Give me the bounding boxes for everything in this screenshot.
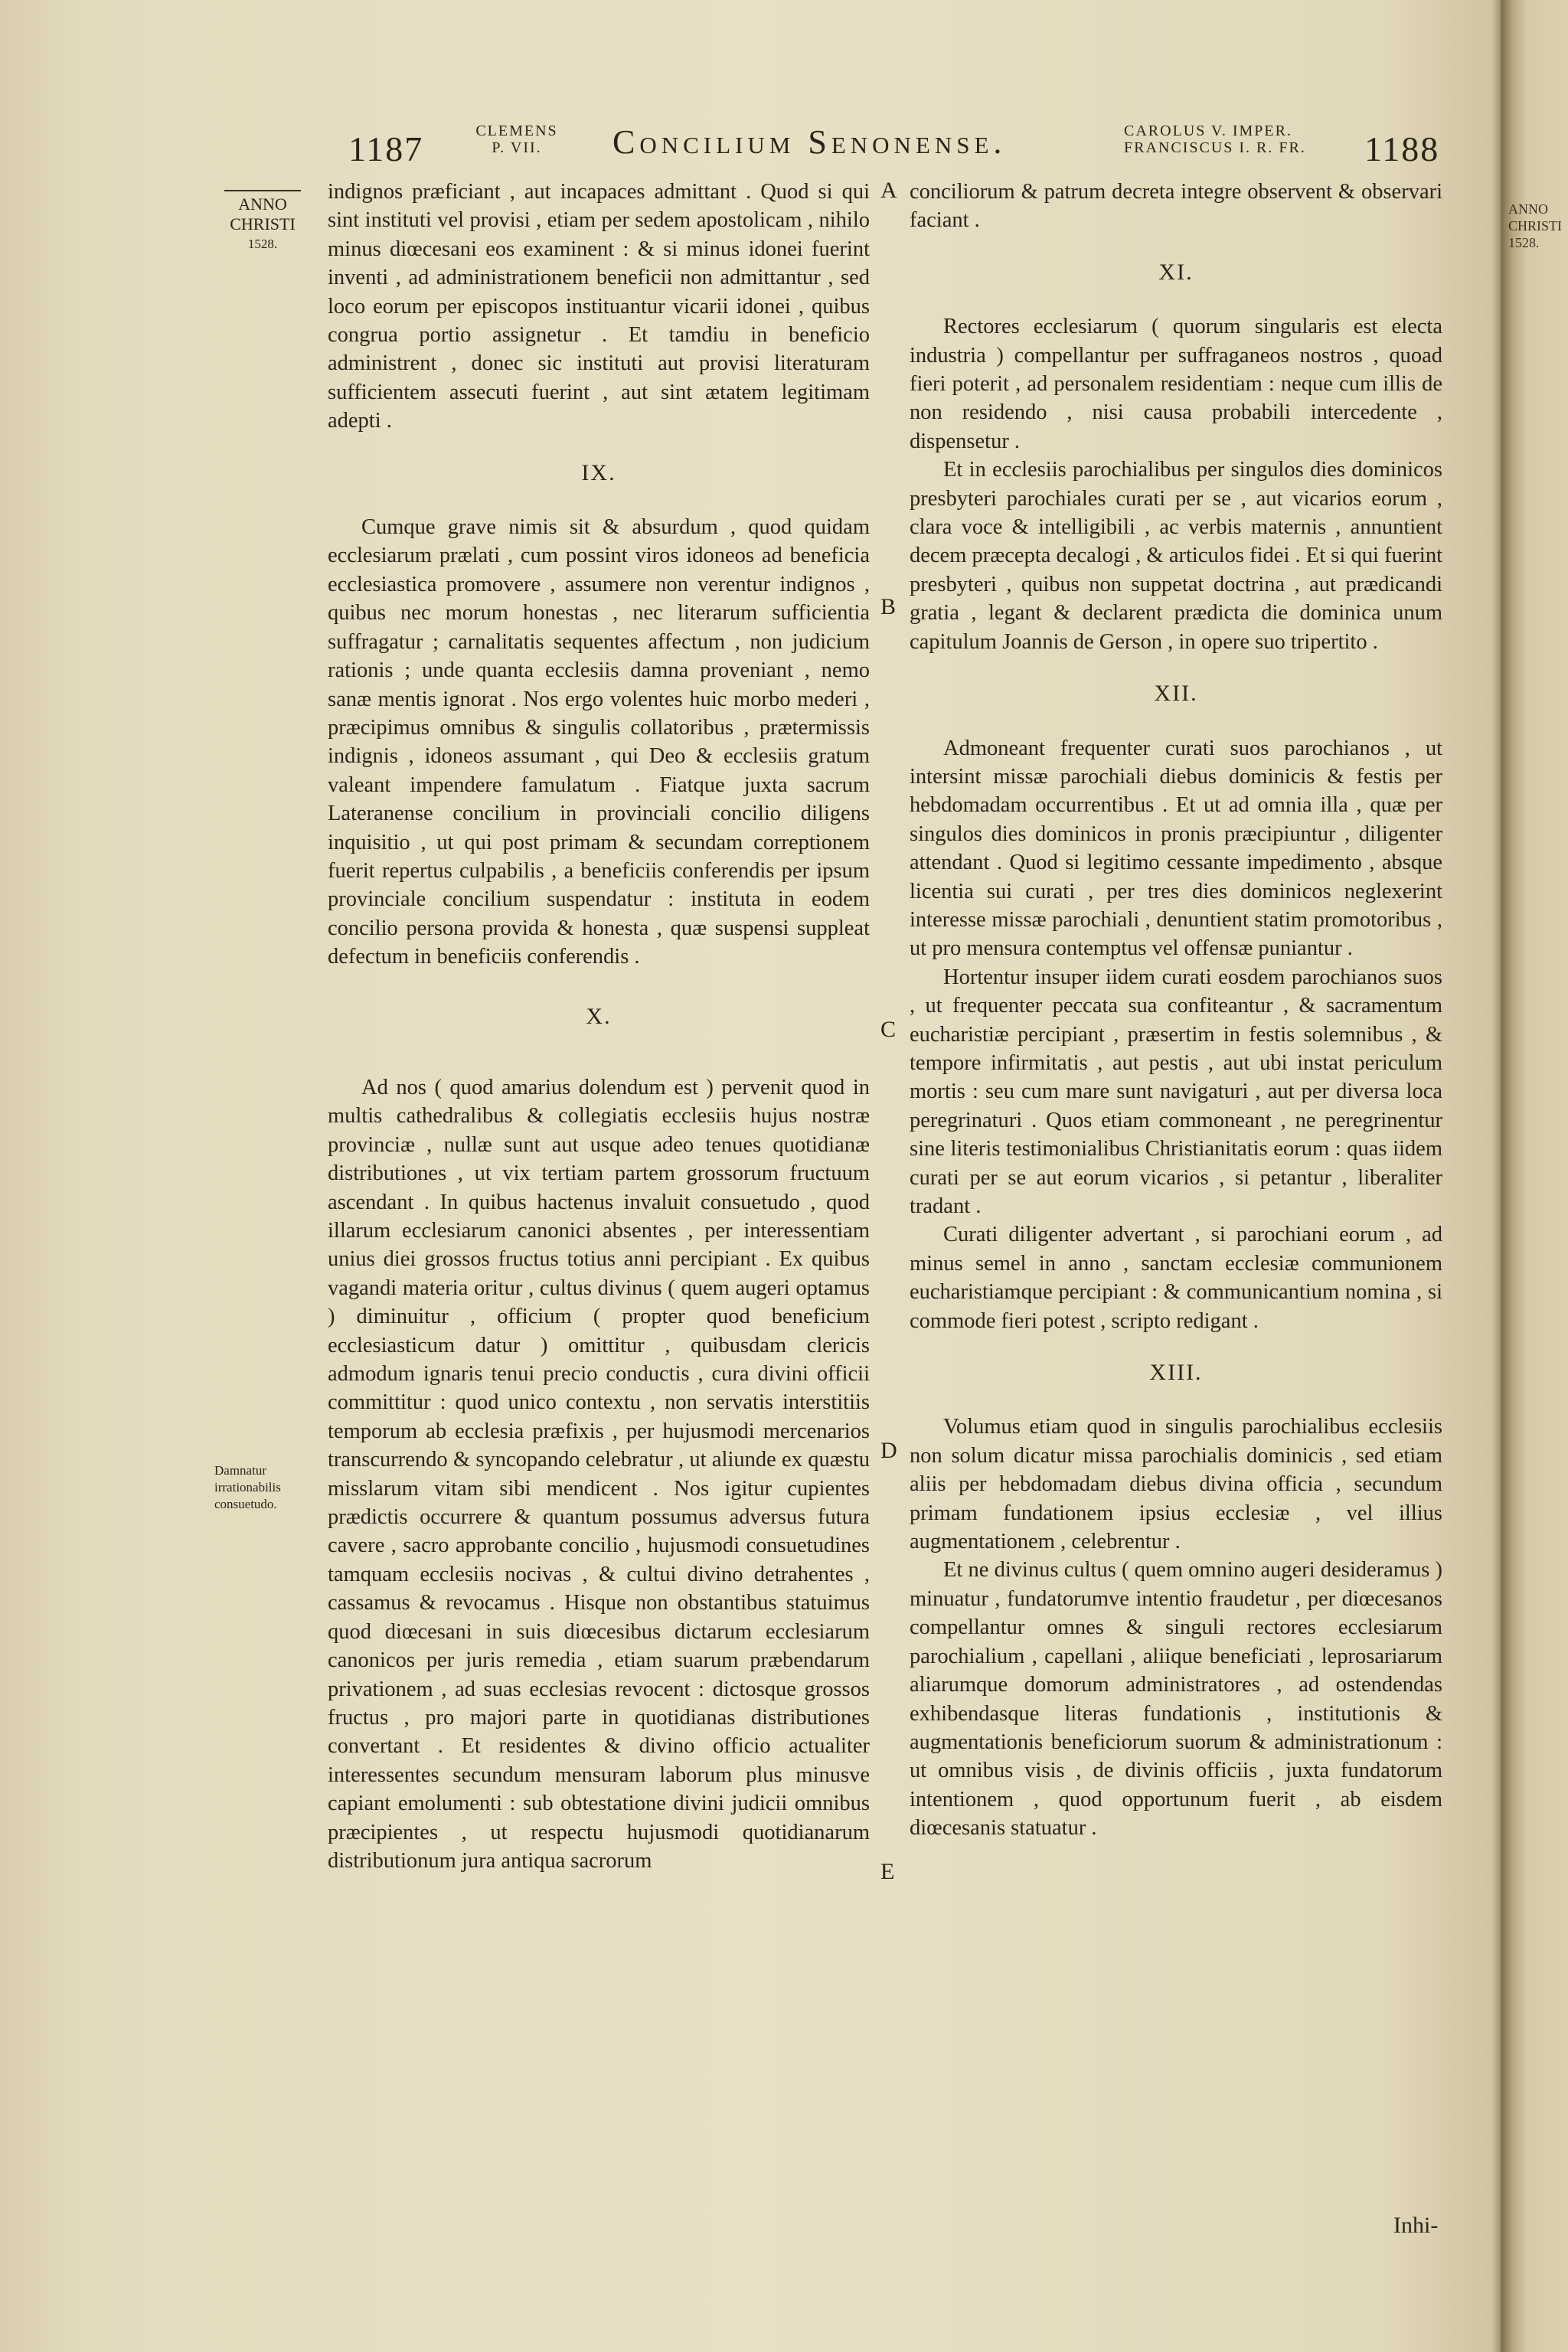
section-letter-e: E (880, 1859, 895, 1884)
running-head-king: FRANCISCUS I. R. FR. (1124, 139, 1306, 156)
page-number-left: 1187 (348, 129, 424, 168)
section-letter-d: D (880, 1438, 897, 1463)
section-heading-ix: IX. (581, 459, 616, 485)
margin-year-number: 1528. (247, 237, 278, 251)
next-page-year: ANNO CHRISTI 1528. (1508, 201, 1563, 250)
section-letter-b: B (880, 594, 897, 619)
paragraph: indignos præficiant , aut incapaces admittant . Quod si qui sint instituti vel provisi , etiam per sedem apostolicam , nihilo minus diœcesani eos examinent : & si minus idonei fuerint inventi , ad administrationem beneficii non admittantur , sed loco eorum per episcopos instituantur vicarii idonei , quibus congrua portio assignetur . Et tamdiu in beneficio administrent , donec sic instituti aut provisi literaturam sufficientem assecuti fuerint , aut sint ætatem legitimam adepti . (328, 180, 870, 433)
paragraph: Cumque grave nimis sit & absurdum , quod quidam ecclesiarum prælati , cum possint viros idoneos ad beneficia ecclesiastica promovere , assumere non verentur indignos , quibus nec morum honestas , nec literarum sufficientia suffragatur ; carnalitatis sequentes affectum , non judicium rationis ; unde quanta ecclesiis damna proveniant , nemo sanæ mentis ignorat . Nos ergo volentes huic morbo mederi , præcipimus omnibus & singulis collatoribus , prætermissis indignis , idoneos assumant , qui Deo & ecclesiis gratum valeant impendere famulatum . Fiatque juxta sacrum Lateranense concilium in provinciali concilio diligens inquisitio , ut qui post primam & secundam correptionem fuerit repertus culpabilis , a beneficiis conferendis per ipsum provinciale concilium suspendatur : instituta in eodem concilio persona provida & honesta , quæ suspensi suppleat defectum in beneficiis conferendis . (328, 515, 870, 969)
running-head-rulers (1124, 122, 1331, 156)
margin-rule (224, 190, 301, 191)
running-head-title: Concilium Senonense. (612, 123, 1007, 161)
left-column (328, 178, 870, 1875)
catchword: Inhi- (1393, 2213, 1439, 2238)
margin-note-consuetudo: Damnatur irrationabilis consuetudo. (214, 1463, 281, 1511)
running-head-pope (459, 122, 574, 156)
paragraph: Admoneant frequenter curati suos parochianos , ut intersint missæ parochiali diebus dominicis & festis per hebdomadam occurrentibus . Et ut ad omnia illa , quæ per singulos dies dominicos in pronis præcipiuntur , diligenter attendant . Quod si legitimo cessante impedimento , absque licentia sui curati , per tres dies dominicos neglexerint interesse missæ parochiali , denuntient statim promotoribus , ut pro mensura contemptus vel offensæ puniantur . (910, 736, 1442, 961)
running-head-pope-number: P. VII. (492, 139, 542, 156)
next-page-edge (1501, 0, 1568, 2352)
margin-year-christi: CHRISTI (230, 214, 296, 234)
section-heading-xi: XI. (1158, 259, 1194, 285)
section-letter-a: A (880, 178, 897, 203)
paragraph: Ad nos ( quod amarius dolendum est ) pervenit quod in multis cathedralibus & collegiatis ecclesiis hujus nostræ provinciæ , nullæ sunt aut usque adeo tenues quotidianæ distributiones , ut vix tertiam partem grossorum fructuum ascendant . In quibus hactenus invaluit consuetudo , quod illarum ecclesiarum canonici absentes , per interessentiam unius diei grossos fructus totius anni percipiant . Ex quibus vagandi materia oritur , cultus divinus ( quem augeri optamus ) diminuitur , officium ( propter quod beneficium ecclesiasticum datur ) omittitur , quibusdam clericis admodum ignaris tenui precio conductis , cura divini officii committitur : quod unico contextu , non servatis interstitiis temporum ab ecclesia præfixis , per hujusmodi mercenarios transcurrendo & syncopando celebratur , ut aliunde ex quæstu misslarum vitam sibi mendicent . Nos igitur cupientes prædictis occurrere & quantum possumus adversus futura cavere , sacro approbante concilio , hujusmodi consuetudines tamquam ecclesiis nocivas , & cultui divino detrahentes , cassamus & revocamus . Hisque non obstantibus statuimus quod diœcesani in suis diœcesibus dictarum ecclesiarum canonicos per juris remedia , etiam suarum præbendarum privationem , ad suas ecclesias revocent : dictosque grossos fructus , pro majori parte in quotidianas distributiones convertant . Et residentes & divino officio actualiter interessentes secundum mensuram laborum plus minusve capiant emolumenti : sub obtestatione divini judicii omnibus præcipientes , ut respectu hujusmodi quotidianarum distributionum jura antiqua sacrorum (328, 1075, 870, 1873)
paragraph: Volumus etiam quod in singulis parochialibus ecclesiis non solum dicatur missa parochialis dominicis , sed etiam aliis per hebdomadam diebus divina officia , secundum primam fundationem ipsius ecclesiæ , vel illius augmentationem , celebrentur . (910, 1415, 1442, 1554)
paragraph: Hortentur insuper iidem curati eosdem parochianos suos , ut frequenter peccata sua confiteantur , & sacramentum eucharistiæ percipiant , præsertim in festis solemnibus , & tempore infirmitatis , aut pestis , aut ubi instat periculum mortis : seu cum mare sunt navigaturi , aut per diversa loca peregrinaturi . Quos etiam commoneant , ne peregrinentur sine literis testimonialibus Christianitatis eorum : quas iidem curati per se aut eorum vicarios , si petantur , liberaliter tradant . (910, 965, 1442, 1218)
page-number-right: 1188 (1364, 129, 1440, 168)
section-heading-x: X. (586, 1003, 612, 1029)
section-heading-xii: XII. (1154, 681, 1198, 707)
running-head-pope-name: CLEMENS (475, 122, 558, 139)
paragraph: Et ne divinus cultus ( quem omnino augeri desideramus ) minuatur , fundatorumve intentio fraudetur , per diœcesanos compellantur omnes & singuli rectores ecclesiarum parochialium , capellani , aliique beneficiati , leprosariarum aliarumque domorum administratores , ad ostendendas exhibendasque literas fundationis , institutionis & augmentationis beneficiorum suorum & administrationum : ut omnibus visis , de divinis officiis , juxta fundatorum intentionem , quod opportunum fuerit , ab eisdem diœcesanis statuatur . (910, 1558, 1442, 1841)
paragraph: Rectores ecclesiarum ( quorum singularis est electa industria ) compellantur per suffraganeos nostros , quoad fieri poterit , ad personalem residentiam : neque cum illis de non residendo , nisi causa probabili intercedente , dispensetur . (910, 315, 1442, 453)
right-column (910, 178, 1442, 1843)
section-heading-xiii: XIII. (1149, 1360, 1203, 1386)
section-letter-c: C (880, 1017, 897, 1042)
paragraph: Et in ecclesiis parochialibus per singulos dies dominicos presbyteri parochiales curati per se , aut vicarios eorum , clara voce & intelligibili , ac verbis maternis , annuntient decem præcepta decalogi , & articulos fidei . Et si qui fuerint presbyteri , quibus non suppetat doctrina , aut prædicandi gratia , legant & declarent prædicta die dominica unum capitulum Joannis de Gerson , in opere suo tripertito . (910, 458, 1442, 654)
paragraph: conciliorum & patrum decreta integre observent & observari faciant . (910, 180, 1442, 233)
paragraph: Curati diligenter advertant , si parochiani eorum , ad minus semel in anno , sanctam ecclesiæ communionem eucharistiamque percipiant : & communicantium nomina , si commode fieri potest , scripto redigant . (910, 1223, 1442, 1333)
margin-year-note (220, 190, 305, 254)
running-head-emperor: CAROLUS V. IMPER. (1124, 122, 1292, 139)
margin-year-anno: ANNO (238, 194, 287, 214)
